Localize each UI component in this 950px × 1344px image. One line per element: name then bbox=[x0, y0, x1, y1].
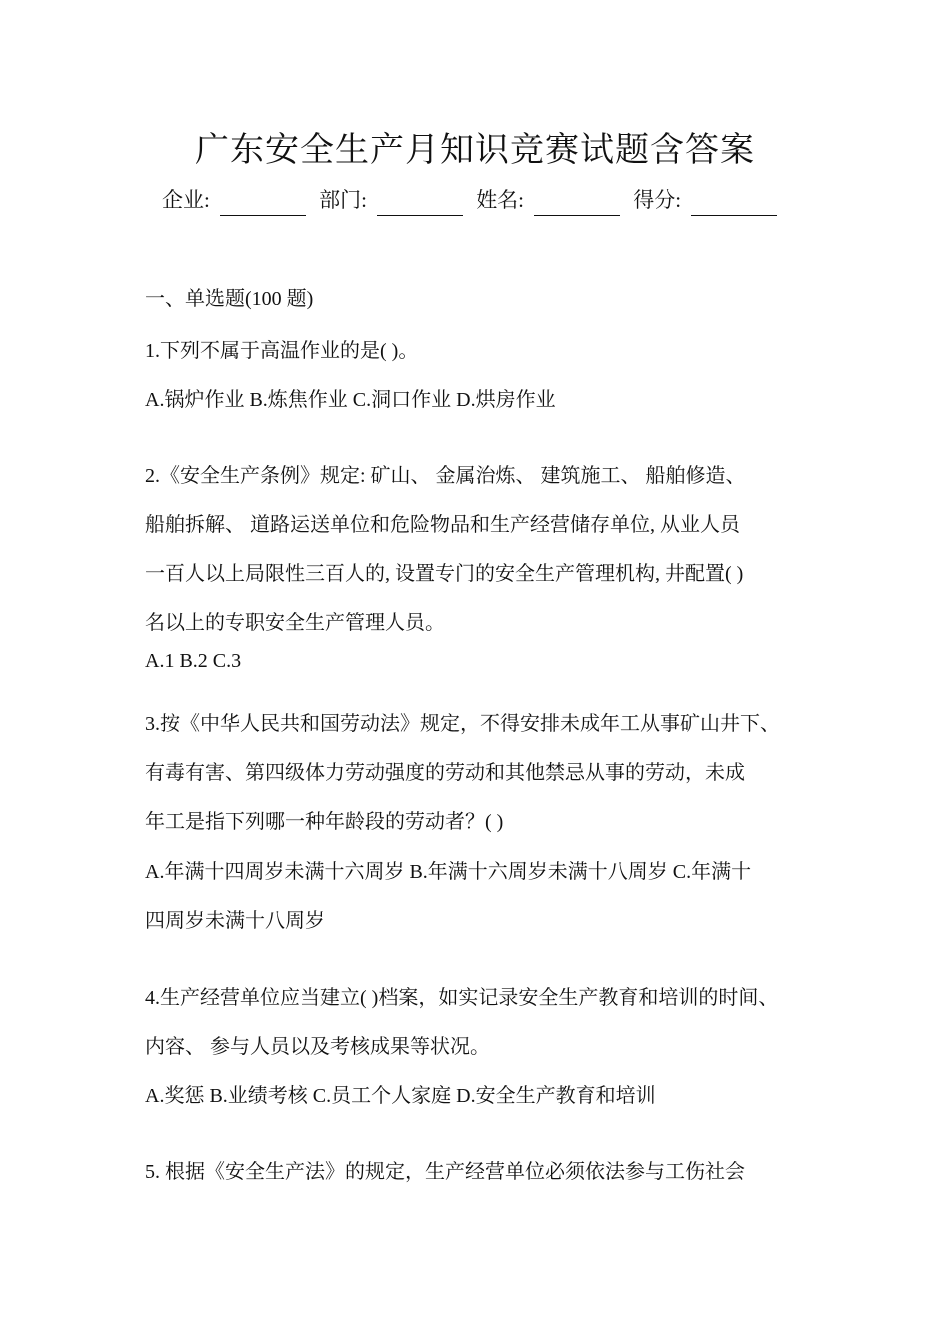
info-fields bbox=[162, 184, 802, 216]
company-field bbox=[162, 188, 306, 212]
question-4-line-2: 内容、 参与人员以及考核成果等状况。 bbox=[145, 1036, 490, 1058]
document-title: 广东安全生产月知识竞赛试题含答案 bbox=[195, 132, 755, 169]
department-field bbox=[319, 188, 463, 212]
question-3-line-3: 年工是指下列哪一种年龄段的劳动者？( ) bbox=[145, 811, 504, 833]
question-2-line-3: 一百人以上局限性三百人的, 设置专门的安全生产管理机构, 井配置( ) bbox=[145, 563, 744, 585]
question-1-options: A.锅炉作业 B.炼焦作业 C.洞口作业 D.烘房作业 bbox=[145, 389, 556, 411]
question-3-line-1: 3.按《中华人民共和国劳动法》规定，不得安排未成年工从事矿山井下、 bbox=[145, 713, 780, 735]
question-2-line-2: 船舶拆解、 道路运送单位和危险物品和生产经营储存单位, 从业人员 bbox=[145, 514, 740, 536]
company-label: 企业: bbox=[162, 188, 210, 212]
question-3-options-line-2: 四周岁未满十八周岁 bbox=[145, 910, 325, 932]
name-field bbox=[476, 188, 620, 212]
question-2-line-4: 名以上的专职安全生产管理人员。 bbox=[145, 612, 445, 634]
score-field bbox=[633, 188, 777, 212]
department-blank bbox=[377, 193, 463, 216]
question-3-line-2: 有毒有害、第四级体力劳动强度的劳动和其他禁忌从事的劳动，未成 bbox=[145, 762, 745, 784]
question-4-line-1: 4.生产经营单位应当建立( )档案，如实记录安全生产教育和培训的时间、 bbox=[145, 987, 779, 1009]
company-blank bbox=[220, 193, 306, 216]
department-label: 部门: bbox=[319, 188, 367, 212]
score-blank bbox=[691, 193, 777, 216]
name-blank bbox=[534, 193, 620, 216]
section-heading: 一、单选题(100 题) bbox=[145, 288, 314, 310]
name-label: 姓名: bbox=[476, 188, 525, 212]
question-1-text: 1.下列不属于高温作业的是( )。 bbox=[145, 340, 419, 362]
score-label: 得分: bbox=[633, 188, 682, 212]
question-4-options: A.奖惩 B.业绩考核 C.员工个人家庭 D.安全生产教育和培训 bbox=[145, 1085, 656, 1107]
question-5-line-1: 5. 根据《安全生产法》的规定，生产经营单位必须依法参与工伤社会 bbox=[145, 1161, 745, 1183]
question-2-line-1: 2.《安全生产条例》规定: 矿山、 金属治炼、 建筑施工、 船舶修造、 bbox=[145, 465, 746, 487]
question-3-options-line-1: A.年满十四周岁未满十六周岁 B.年满十六周岁未满十八周岁 C.年满十 bbox=[145, 861, 752, 883]
question-2-options: A.1 B.2 C.3 bbox=[145, 650, 242, 672]
